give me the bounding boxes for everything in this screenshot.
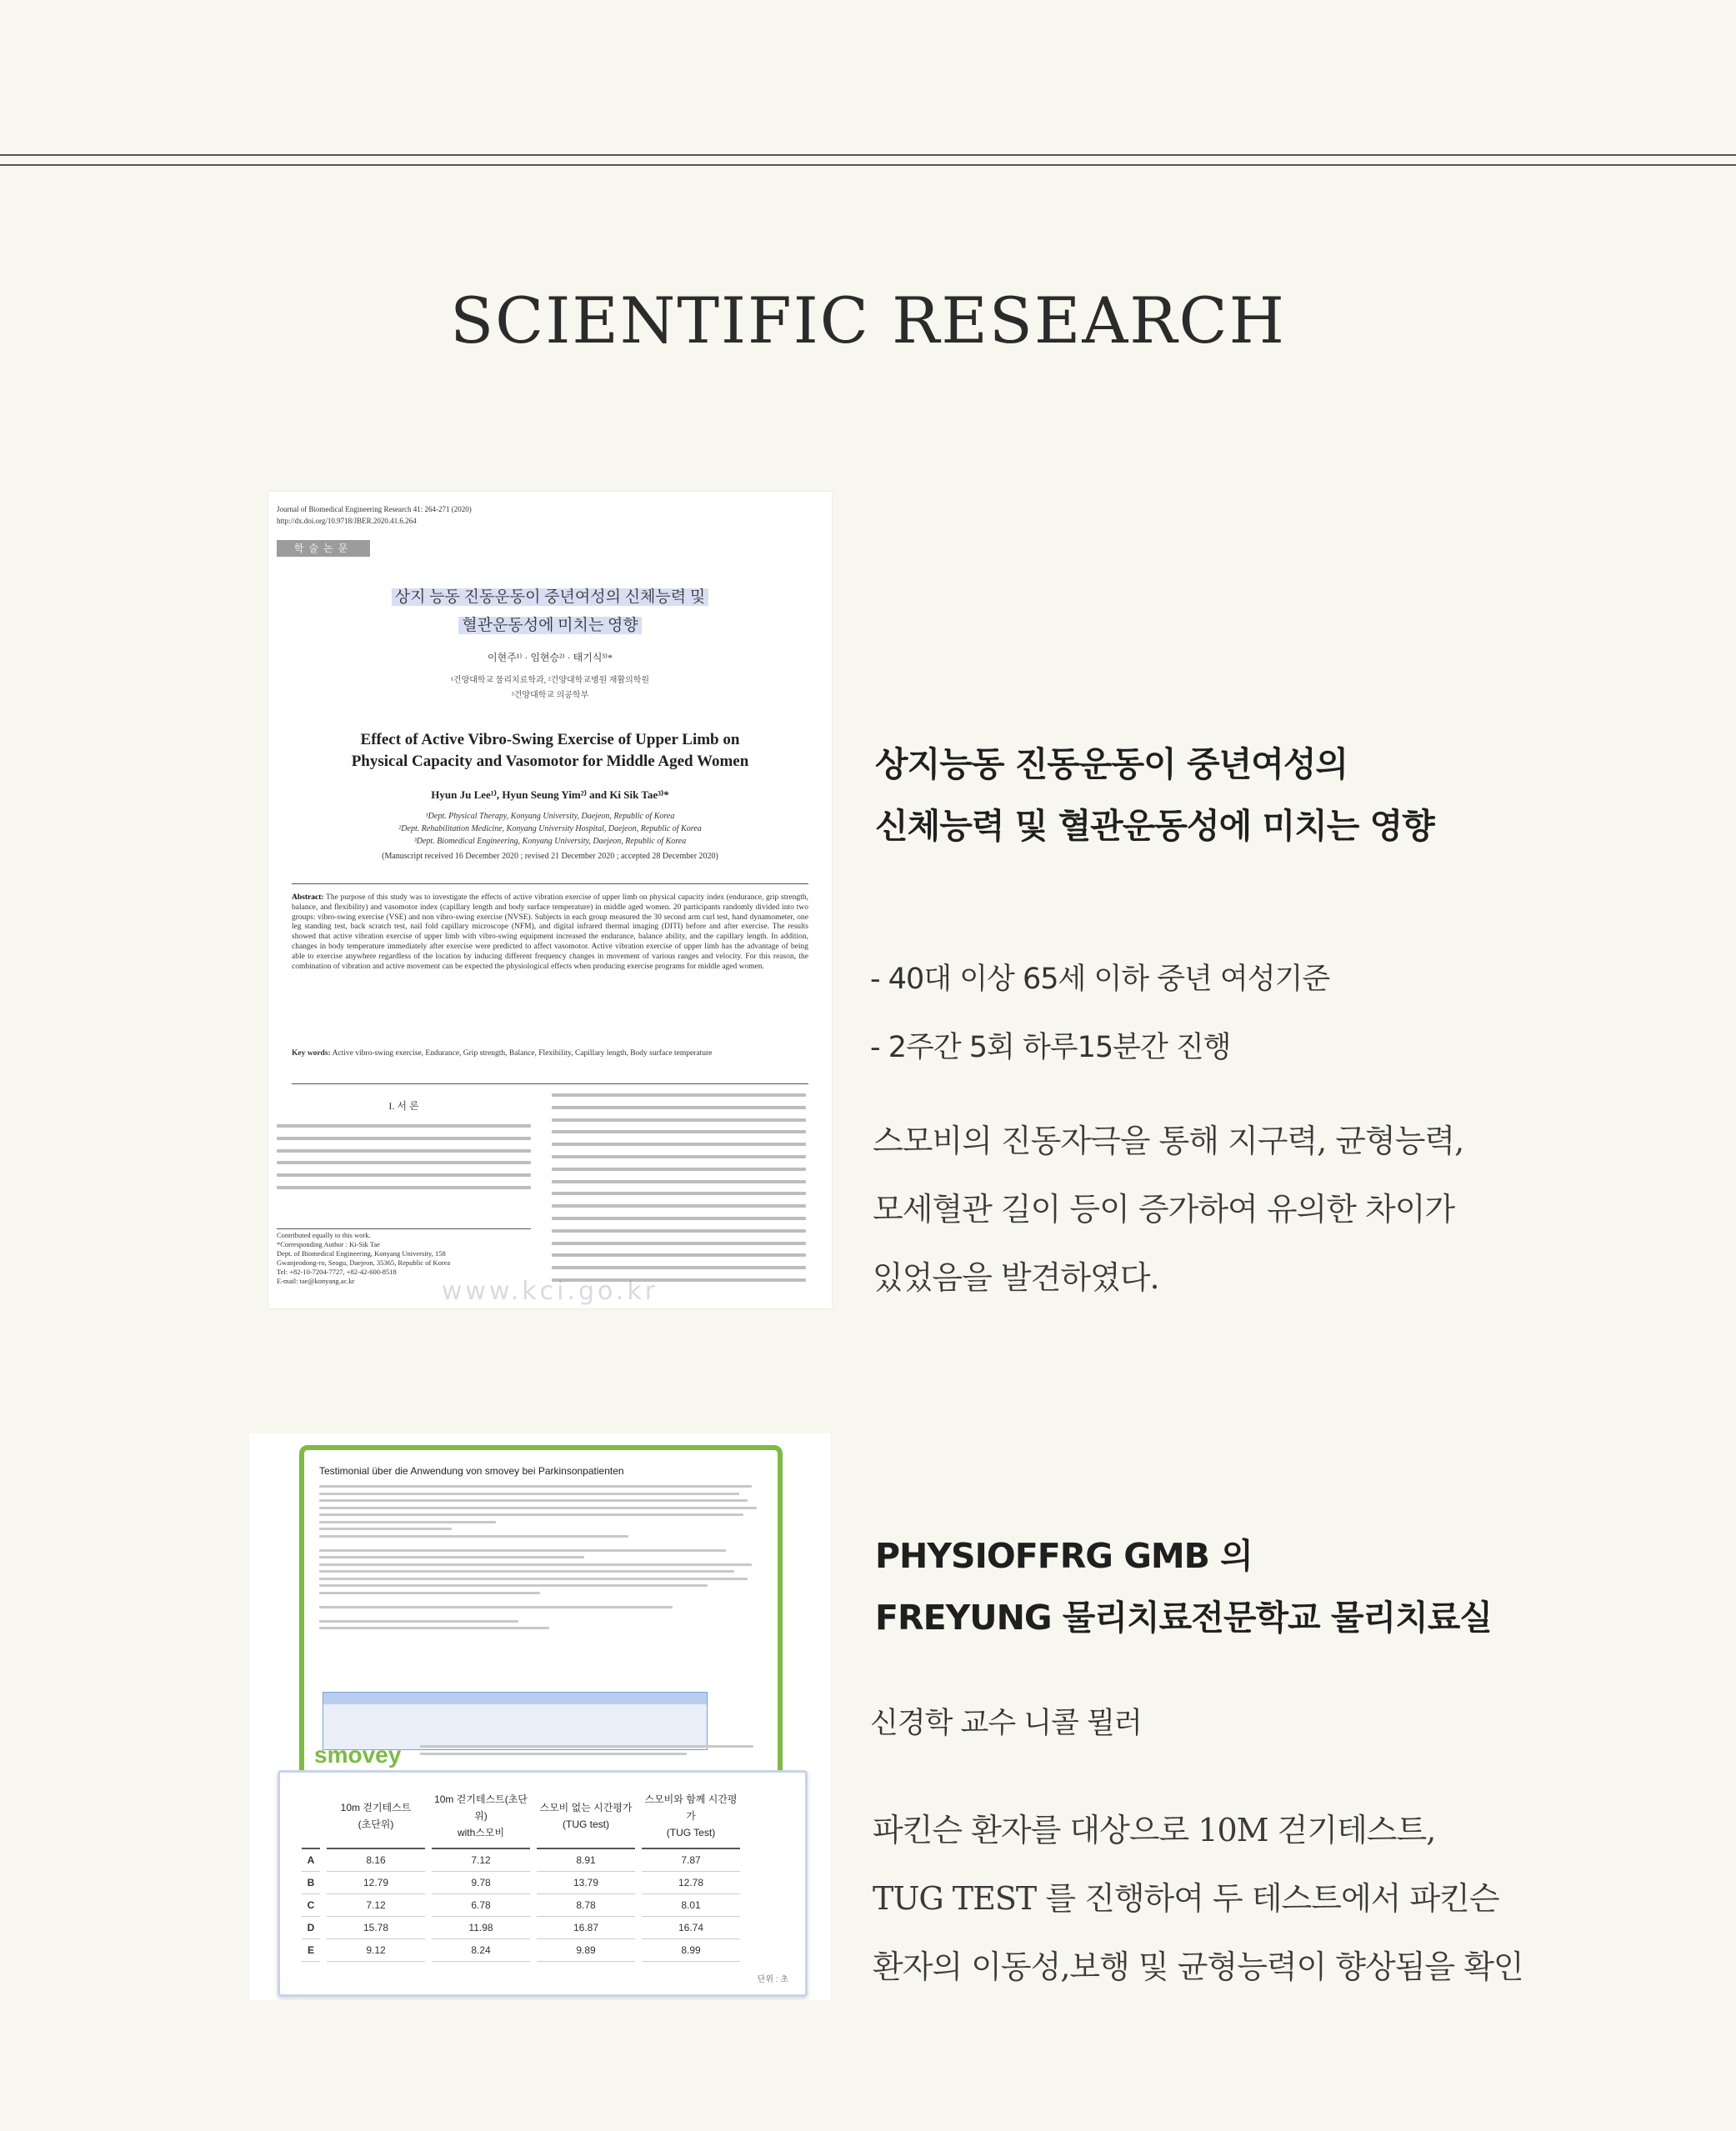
- english-affiliations: ¹Dept. Physical Therapy, Konyang University, Daejeon, Republic of Korea ²Dept. Rehabilitation Medicine, Konyang University Hospital, Daejeon, Republic of Korea ³Dept. Biomedical Engineering, Konyang University, Daejeon, Republic of Korea: [398, 812, 702, 846]
- column-header: 10m 걷기테스트(초단위) with스모비: [432, 1788, 530, 1849]
- testimonial-header: Testimonial über die Anwendung von smovey bei Parkinsonpatienten: [319, 1465, 624, 1477]
- table-cell: 6.78: [432, 1894, 530, 1917]
- table-header-row: [302, 1788, 740, 1849]
- table-cell: 8.91: [537, 1849, 635, 1872]
- results-table-card: [278, 1770, 808, 1997]
- row-label: E: [302, 1939, 320, 1962]
- divider: [292, 883, 808, 884]
- english-authors: Hyun Ju Lee¹⁾, Hyun Seung Yim²⁾ and Ki Sik Tae³⁾*: [431, 788, 669, 801]
- study1-description: 스모비의 진동자극을 통해 지구력, 균형능력, 모세혈관 길이 등이 증가하여 유의한 차이가 있었음을 발견하였다.: [873, 1123, 1464, 1296]
- table-cell: 12.79: [327, 1872, 425, 1894]
- table-cell: 9.78: [432, 1872, 530, 1894]
- study2-title: PHYSIOFFRG GMB 의 FREYUNG 물리치료전문학교 물리치료실: [875, 1536, 1492, 1638]
- column-header: 스모비와 함께 시간평가 (TUG Test): [642, 1788, 740, 1849]
- table-row: [302, 1872, 740, 1894]
- footnote: Contributed equally to this work. *Corresponding Author : Ki-Sik Tae Dept. of Biomedical Engineering, Konyang University, 158 Gwanjeodong-ro, Seogu, Daejeon, 35365, Republic of Korea Tel: +82-10-7204-7727, +82-42-600-8518 E-mail: tae@konyang.ac.kr: [277, 1228, 531, 1286]
- table-cell: 7.12: [327, 1894, 425, 1917]
- korean-authors: 이현주¹⁾ · 임현승²⁾ · 태기식³⁾*: [488, 652, 613, 663]
- table-cell: 7.87: [642, 1849, 740, 1872]
- keywords: Key words: Active vibro-swing exercise, Endurance, Grip strength, Balance, Flexibility, Capillary length, Body surface temperature: [292, 1049, 713, 1058]
- smovey-logo: smovey: [314, 1742, 402, 1768]
- table-cell: 8.16: [327, 1849, 425, 1872]
- results-table: [295, 1788, 747, 1962]
- korean-affiliations: ¹건양대학교 물리치료학과, ²건양대학교병원 재활의학원 ³건양대학교 의공학부: [450, 676, 650, 700]
- study2-author: 신경학 교수 니콜 뮐러: [870, 1707, 1142, 1740]
- table-row: [302, 1849, 740, 1872]
- table-cell: 9.89: [537, 1939, 635, 1962]
- table-cell: 12.78: [642, 1872, 740, 1894]
- column-header: 스모비 없는 시간평가 (TUG test): [537, 1788, 635, 1849]
- abstract: Abstract: The purpose of this study was to investigate the effects of active vibration exercise of upper limb on physical capacity index (endurance, grip strength, balance, and flexibility) and vasomotor index (capillary length and body surface temperature) in middle aged women. 20 participants randomly divided into two groups: vibro-swing exercise (VSE) and non vibro-swing exercise (NVSE). Subjects in each group measured the 30 second arm curl test, hand dynamometer, one leg standing test, back scratch test, nail fold capillary microscope (NFM), and digital infrared thermal imaging (DITI) before and after exercise. The results showed that active vibration exercise of upper limb with vibro-swing equipment increased the endurance, balance ability, and the capillary length. In addition, changes in body temperature immediately after exercise were predicted to affect vasomotor. Active vibration exercise of upper limb has the advantage of being able to exercise anywhere regardless of the location by inducing different frequency changes in movement of various ranges and velocity. For this reason, the combination of vibration and active movement can be expected the physiological effects when producing exercise programs for middle aged women.: [292, 893, 808, 971]
- unit-label: 단위 : 초: [757, 1975, 788, 1984]
- document-footer: [420, 1745, 753, 1760]
- table-row: [302, 1917, 740, 1939]
- korean-paper-title: 상지 능동 진동운동이 중년여성의 신체능력 및 혈관운동성에 미치는 영향: [268, 583, 832, 640]
- study1-title: 상지능동 진동운동이 중년여성의 신체능력 및 혈관운동성에 미치는 영향: [875, 744, 1434, 846]
- section-heading: I. 서 론: [388, 1100, 419, 1112]
- table-cell: 9.12: [327, 1939, 425, 1962]
- paper-type-badge: 학술논문: [277, 540, 370, 557]
- table-cell: 8.99: [642, 1939, 740, 1962]
- table-cell: 16.74: [642, 1917, 740, 1939]
- table-cell: 15.78: [327, 1917, 425, 1939]
- testimonial-body: [319, 1485, 761, 1634]
- page-title: SCIENTIFIC RESEARCH: [450, 283, 1286, 358]
- row-label: A: [302, 1849, 320, 1872]
- top-rule-secondary: [0, 164, 1736, 166]
- table-cell: 13.79: [537, 1872, 635, 1894]
- table-row: [302, 1894, 740, 1917]
- study1-conditions: [870, 945, 1329, 1082]
- table-cell: 8.01: [642, 1894, 740, 1917]
- condition-item: - 40대 이상 65세 이하 중년 여성기준: [870, 963, 1330, 996]
- body-column-right: [552, 1093, 806, 1291]
- row-label: D: [302, 1917, 320, 1939]
- table-cell: 16.87: [537, 1917, 635, 1939]
- english-paper-title: Effect of Active Vibro-Swing Exercise of Upper Limb on Physical Capacity and Vasomotor for Middle Aged Women: [351, 731, 749, 770]
- research-paper-image: [268, 492, 832, 1308]
- testimonial-document-image: [249, 1433, 830, 2000]
- table-cell: 11.98: [432, 1917, 530, 1939]
- column-header: 10m 걷기테스트 (초단위): [327, 1788, 425, 1849]
- top-rule: [0, 154, 1736, 156]
- table-cell: 7.12: [432, 1849, 530, 1872]
- journal-info: Journal of Biomedical Engineering Research 41: 264-271 (2020) http://dx.doi.org/10.9718/JBER.2020.41.6.264: [277, 505, 472, 525]
- condition-item: - 2주간 5회 하루15분간 진행: [870, 1031, 1231, 1064]
- watermark: www.kci.go.kr: [441, 1277, 659, 1306]
- table-cell: 8.24: [432, 1939, 530, 1962]
- row-label: C: [302, 1894, 320, 1917]
- study2-description: 파킨슨 환자를 대상으로 10M 걷기테스트, TUG TEST 를 진행하여 두 테스트에서 파킨슨 환자의 이동성,보행 및 균형능력이 향상됨을 확인: [873, 1812, 1523, 1985]
- table-cell: 8.78: [537, 1894, 635, 1917]
- row-label: B: [302, 1872, 320, 1894]
- table-row: [302, 1939, 740, 1962]
- body-column-left: [277, 1098, 531, 1198]
- divider: [292, 1083, 808, 1084]
- manuscript-dates: (Manuscript received 16 December 2020 ; revised 21 December 2020 ; accepted 28 December 2020): [382, 852, 718, 861]
